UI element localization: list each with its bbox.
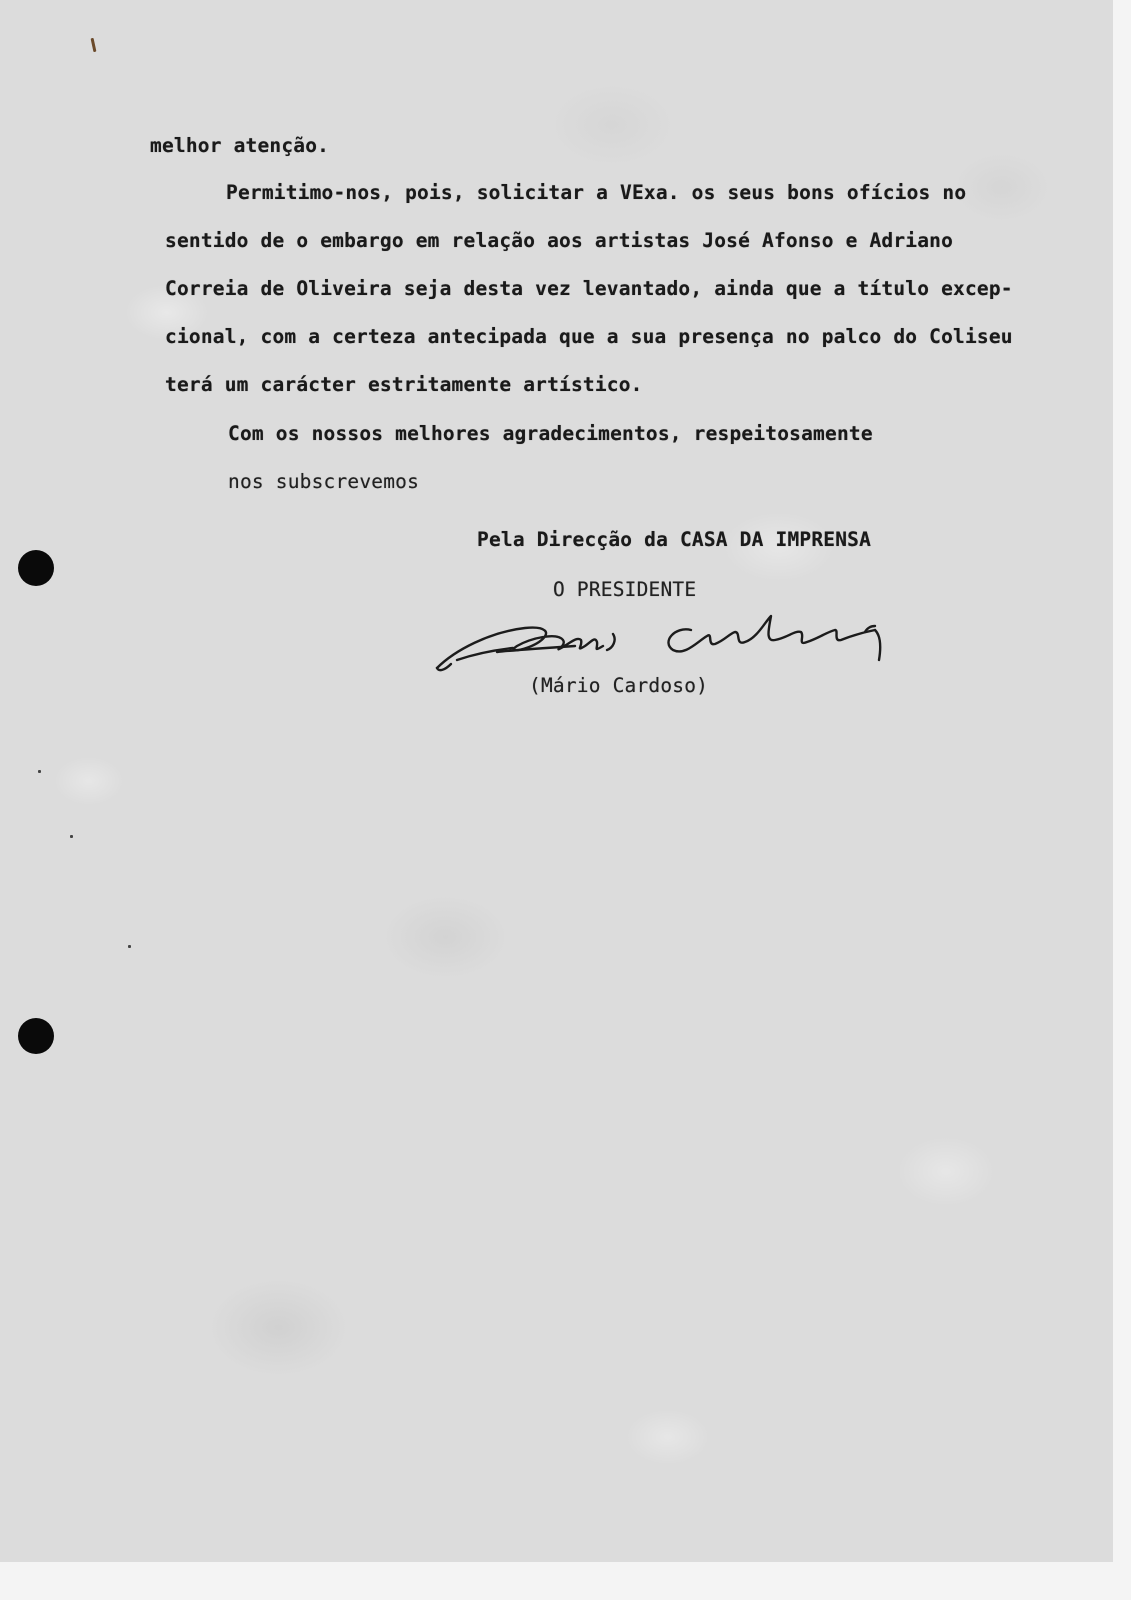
body-line: Correia de Oliveira seja desta vez levantado, ainda que a título excep- xyxy=(165,277,1013,300)
paper-mark xyxy=(70,835,73,838)
punch-hole xyxy=(18,550,54,586)
punch-hole xyxy=(18,1018,54,1054)
body-line: Permitimo-nos, pois, solicitar a VExa. os seus bons ofícios no xyxy=(226,181,967,204)
body-line: sentido de o embargo em relação aos artistas José Afonso e Adriano xyxy=(165,229,954,252)
body-line: terá um carácter estritamente artístico. xyxy=(165,373,643,396)
signoff-organization: Pela Direcção da CASA DA IMPRENSA xyxy=(477,528,872,551)
signoff-role: O PRESIDENTE xyxy=(553,578,697,601)
paper-mark xyxy=(91,38,97,52)
body-line: melhor atenção. xyxy=(150,134,330,157)
scan-margin xyxy=(0,1562,1131,1600)
paper-mark xyxy=(128,945,131,948)
signoff-printed-name: (Mário Cardoso) xyxy=(529,674,709,697)
body-line: cional, com a certeza antecipada que a sua presença no palco do Coliseu xyxy=(165,325,1013,348)
signature-text: Mário Cardoso xyxy=(435,612,442,613)
body-line: nos subscrevemos xyxy=(228,470,420,493)
paper-mark xyxy=(38,770,41,773)
body-line: Com os nossos melhores agradecimentos, respeitosamente xyxy=(228,422,873,445)
